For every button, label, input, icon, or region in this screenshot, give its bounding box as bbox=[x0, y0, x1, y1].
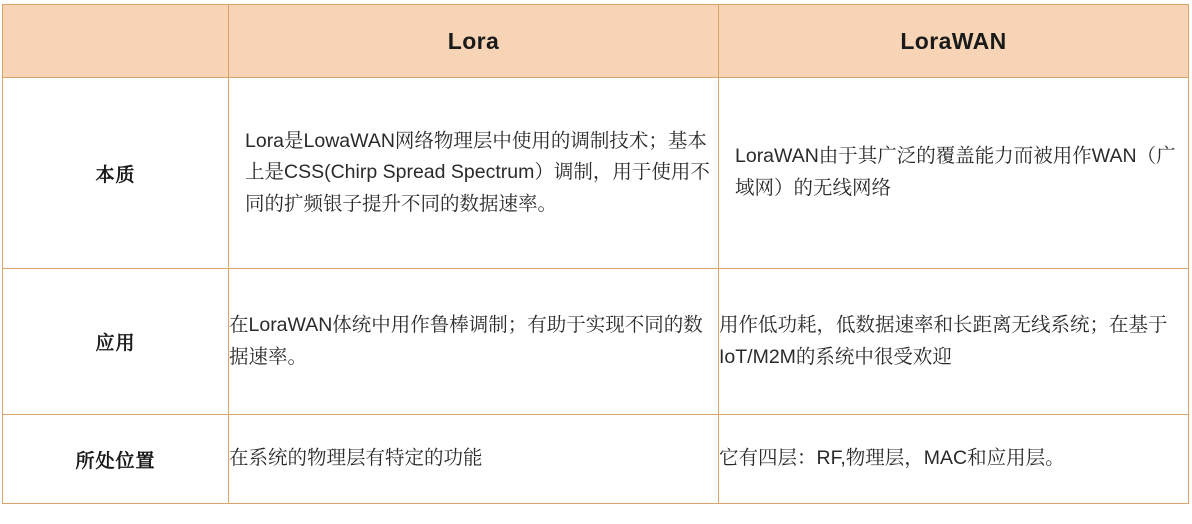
cell-essence-lorawan: LoraWAN由于其广泛的覆盖能力而被用作WAN（广域网）的无线网络 bbox=[719, 78, 1189, 269]
table-body bbox=[3, 78, 1189, 504]
lora-lorawan-comparison-table bbox=[2, 4, 1189, 504]
table-header bbox=[3, 5, 1189, 78]
table-row bbox=[3, 269, 1189, 415]
table-header-row bbox=[3, 5, 1189, 78]
cell-application-lora: 在LoraWAN体统中用作鲁棒调制；有助于实现不同的数据速率。 bbox=[229, 269, 719, 415]
row-label-position: 所处位置 bbox=[3, 415, 229, 504]
cell-position-lora: 在系统的物理层有特定的功能 bbox=[229, 415, 719, 504]
cell-essence-lora: Lora是LowaWAN网络物理层中使用的调制技术；基本上是CSS(Chirp Spread Spectrum）调制，用于使用不同的扩频银子提升不同的数据速率。 bbox=[229, 78, 719, 269]
table-header-lorawan: LoraWAN bbox=[719, 5, 1189, 78]
cell-application-lorawan: 用作低功耗，低数据速率和长距离无线系统；在基于IoT/M2M的系统中很受欢迎 bbox=[719, 269, 1189, 415]
row-label-essence: 本质 bbox=[3, 78, 229, 269]
table-header-lora: Lora bbox=[229, 5, 719, 78]
table-row bbox=[3, 415, 1189, 504]
table-header-blank bbox=[3, 5, 229, 78]
table-row bbox=[3, 78, 1189, 269]
row-label-application: 应用 bbox=[3, 269, 229, 415]
cell-position-lorawan: 它有四层：RF,物理层，MAC和应用层。 bbox=[719, 415, 1189, 504]
